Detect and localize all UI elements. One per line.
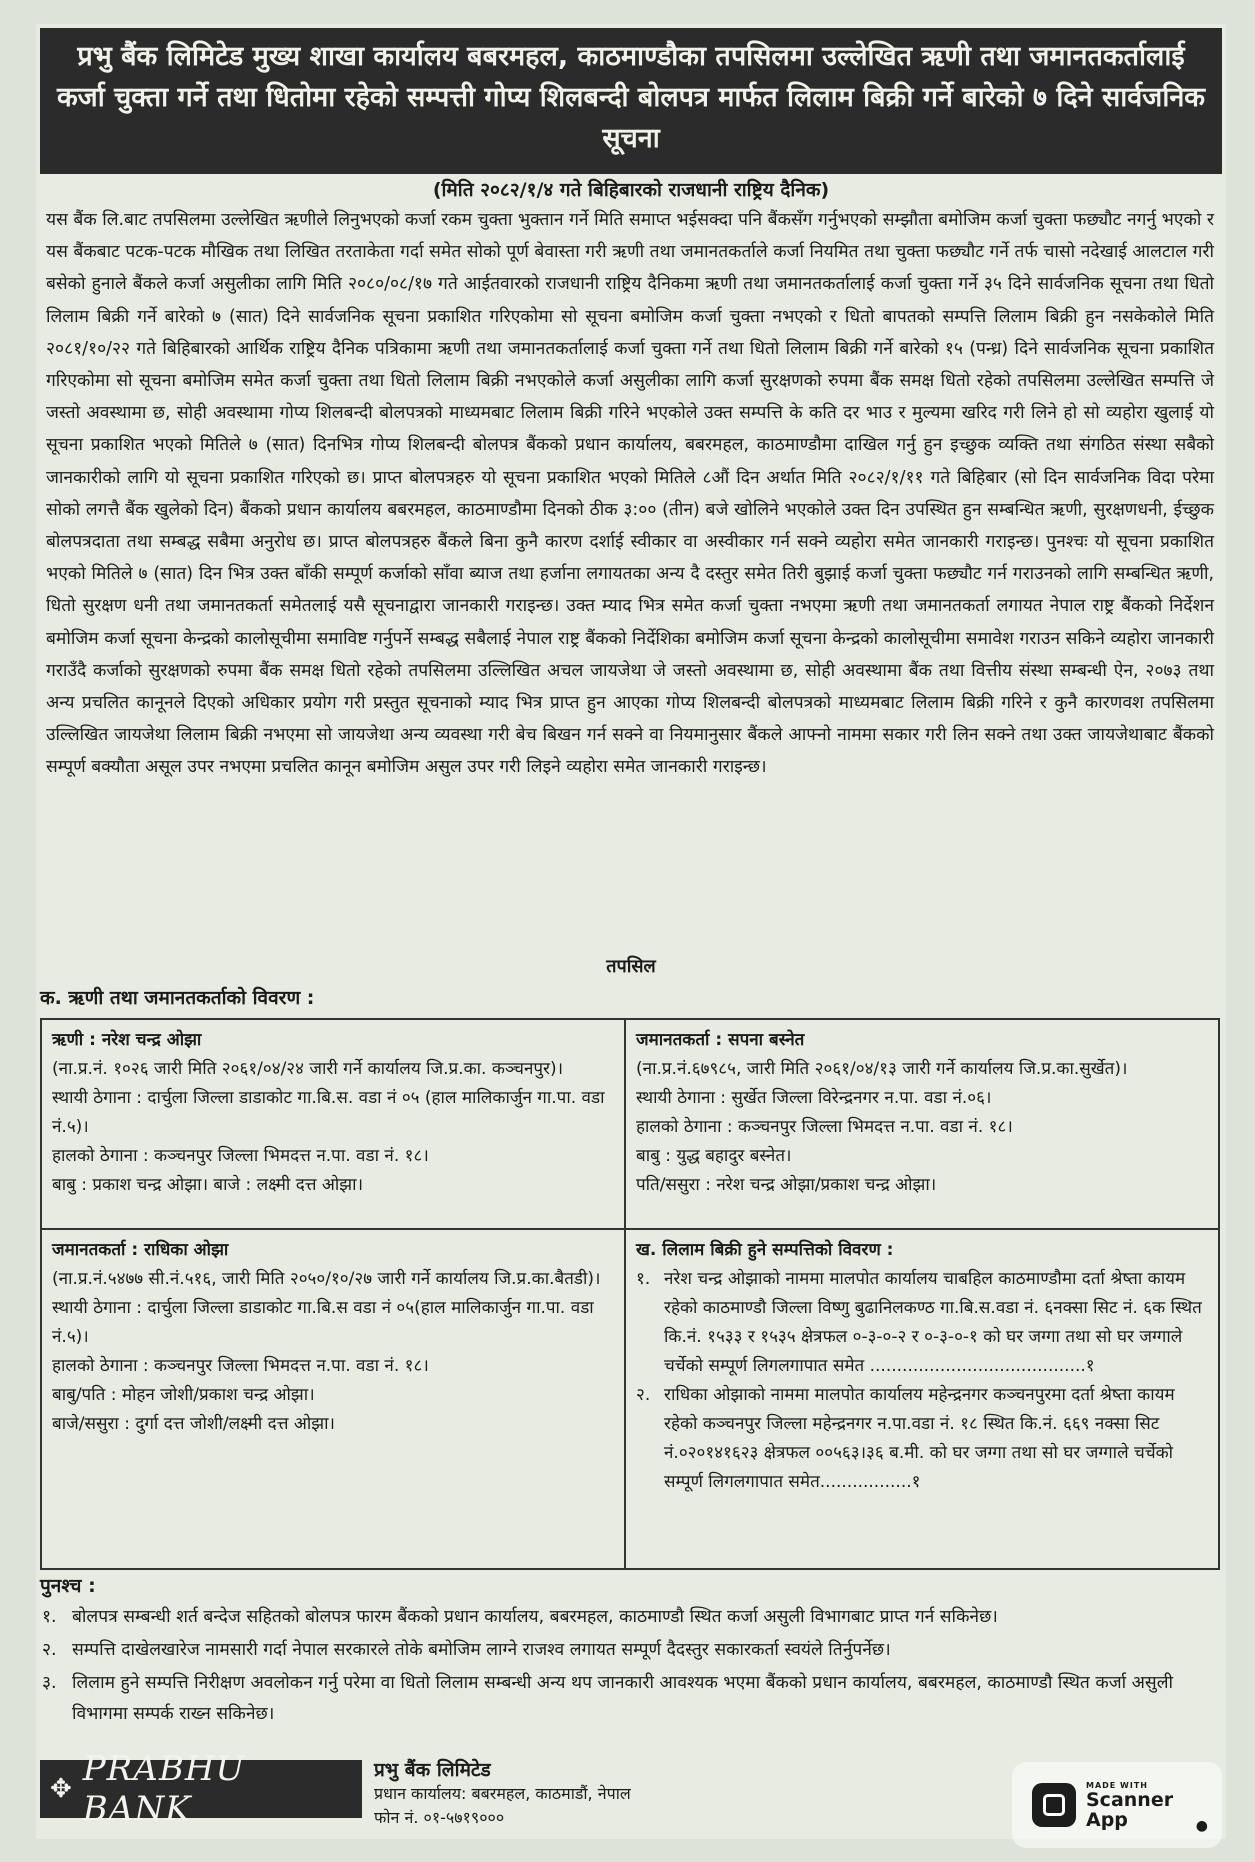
tapsil-heading: तपसिल — [606, 956, 656, 977]
note-text: बोलपत्र सम्बन्धी शर्त बन्देज सहितको बोलपत्र फारम बैंकको प्रधान कार्यालय, बबरमहल, काठमाण्डौ स्थित कर्जा असुली विभागबाट प्राप्त गर्न सकिनेछ। — [72, 1607, 998, 1627]
guarantor2-line: बाजे/ससुरा : दुर्गा दत्त जोशी/लक्ष्मी दत्त ओझा। — [52, 1414, 335, 1434]
borrower-line: बाबु : प्रकाश चन्द्र ओझा। बाजे : लक्ष्मी दत्त ओझा। — [52, 1175, 364, 1195]
borrower-line: (ना.प्र.नं. १०२६ जारी मिति २०६१/०४/२४ जारी गर्ने कार्यालय जि.प्र.का. कञ्चनपुर)। — [52, 1059, 564, 1079]
guarantor2-line: बाबु/पति : मोहन जोशी/प्रकाश चन्द्र ओझा। — [52, 1385, 315, 1405]
note-text: लिलाम हुने सम्पत्ति निरीक्षण अवलोकन गर्नु परेमा वा धितो लिलाम सम्बन्धी अन्य थप जानकारी आवश्यक भएमा बैंकको प्रधान कार्यालय, बबरमहल, काठमाण्डौ स्थित कर्जा असुली विभागमा सम्पर्क राख्न सकिनेछ। — [72, 1673, 1173, 1724]
bank-name: प्रभु बैंक लिमिटेड — [374, 1759, 491, 1781]
property-cell — [626, 1230, 1218, 1568]
notice-title: प्रभु बैंक लिमिटेड मुख्य शाखा कार्यालय बबरमहल, काठमाण्डौका तपसिलमा उल्लेखित ऋणी तथा जमानतकर्तालाई कर्जा चुक्ता गर्ने तथा धितोमा रहेको सम्पत्ती गोप्य शिलबन्दी बोलपत्र मार्फत लिलाम बिक्री गर्ने बारेको ७ दिने सार्वजनिक सूचना — [56, 41, 1206, 154]
note-number: ३. — [42, 1673, 57, 1693]
borrower-cell — [42, 1020, 626, 1230]
property-title: ख. लिलाम बिक्री हुने सम्पत्तिको विवरण : — [636, 1240, 894, 1260]
note-item — [42, 1668, 1218, 1730]
guarantor1-line: पति/ससुरा : नरेश चन्द्र ओझा/प्रकाश चन्द्र ओझा। — [636, 1175, 937, 1195]
property-item — [636, 1381, 1208, 1497]
scanner-app-watermark — [1012, 1762, 1222, 1848]
punashcha-heading: पुनश्च : — [40, 1575, 96, 1597]
guarantor2-line: स्थायी ठेगाना : दार्चुला जिल्ला डाडाकोट गा.बि.स वडा नं ०५(हाल मालिकार्जुन गा.पा. वडा नं.५)। — [52, 1298, 594, 1347]
note-text: सम्पत्ति दाखेलखारेज नामसारी गर्दा नेपाल सरकारले तोके बमोजिम लाग्ने राजश्व लगायत सम्पूर्ण दैदस्तुर सकारकर्ता स्वयंले तिर्नुपर्नेछ। — [72, 1640, 891, 1660]
publication-date-line: (मिति २०८२/१/४ गते बिहिबारको राजधानी राष्ट्रिय दैनिक) — [432, 179, 830, 201]
property-item — [636, 1265, 1208, 1381]
watermark-scanner: Scanner — [1086, 1788, 1174, 1811]
property-item-number: १. — [636, 1269, 651, 1289]
guarantor1-title: जमानतकर्ता : सपना बस्नेत — [636, 1030, 805, 1050]
guarantor1-line: बाबु : युद्ध बहादुर बस्नेत। — [636, 1146, 792, 1166]
watermark-app: App — [1086, 1808, 1128, 1831]
bank-phone: फोन नं. ०१-५७१९००० — [374, 1808, 505, 1827]
borrower-line: स्थायी ठेगाना : दार्चुला जिल्ला डाडाकोट गा.बि.स. वडा नं ०५ (हाल मालिकार्जुन गा.पा. वडा नं.५)। — [52, 1088, 605, 1137]
watermark-made-with: MADE WITH — [1086, 1780, 1148, 1790]
guarantor2-line: (ना.प्र.नं.५४७७ सी.नं.५१६, जारी मिति २०५०/१०/२७ जारी गर्ने कार्यालय जि.प्र.का.बैतडी)। — [52, 1269, 601, 1289]
guarantor2-cell — [42, 1230, 626, 1568]
scanner-app-icon — [1032, 1783, 1076, 1827]
bank-contact-block — [374, 1758, 631, 1830]
borrower-line: हालको ठेगाना : कञ्चनपुर जिल्ला भिमदत्त न.पा. वडा नं. १८। — [52, 1146, 429, 1166]
property-item-text: राधिका ओझाको नाममा मालपोत कार्यालय महेन्द्रनगर कञ्चनपुरमा दर्ता श्रेष्ता कायम रहेको कञ्चनपुर जिल्ला महेन्द्रनगर न.पा.वडा नं. १८ स्थित कि.नं. ६६९ नक्सा सिट नं.०२०१४१६२३ क्षेत्रफल ००५६३।३६ ब.मी. को घर जग्गा तथा सो घर जग्गाले चर्चेको सम्पूर्ण लिगलगापात समेत.................१ — [664, 1385, 1175, 1492]
guarantor2-line: हालको ठेगाना : कञ्चनपुर जिल्ला भिमदत्त न.पा. वडा नं. १८। — [52, 1356, 429, 1376]
guarantor1-cell — [626, 1020, 1218, 1230]
guarantor2-title: जमानतकर्ता : राधिका ओझा — [52, 1240, 229, 1260]
prabhu-bank-logo — [40, 1749, 362, 1829]
note-item — [42, 1635, 1218, 1666]
note-number: १. — [42, 1607, 57, 1627]
notice-page — [36, 24, 1226, 1839]
section-k-heading: क. ऋणी तथा जमानतकर्ताको विवरण : — [40, 987, 315, 1009]
note-number: २. — [42, 1640, 57, 1660]
notice-header — [40, 28, 1222, 174]
note-item — [42, 1602, 1218, 1633]
borrower-title: ऋणी : नरेश चन्द्र ओझा — [52, 1030, 202, 1050]
notice-body-paragraph: यस बैंक लि.बाट तपसिलमा उल्लेखित ऋणीले लिनुभएको कर्जा रकम चुक्ता भुक्तान गर्ने मिति समाप्त भईसक्दा पनि बैंकसँग गर्नुभएको सम्झौता बमोजिम कर्जा चुक्ता फछ्यौट नगर्नु भएको र यस बैंकबाट पटक-पटक मौखिक तथा लिखित तरताकेता गर्दा समेत सोको पूर्ण बेवास्ता गरी ऋणी तथा जमानतकर्ताले कर्जा नियमित तथा चुक्ता फछ्यौट गर्ने तर्फ चासो नदेखाई आलटाल गरी बसेको हुनाले बैंकले कर्जा असुलीका लागि मिति २०८०/०८/१७ गते आईतवारको राजधानी राष्ट्रिय दैनिकमा ऋणी तथा जमानतकर्तालाई कर्जा चुक्ता गर्ने ३५ दिने सार्वजनिक सूचना तथा धितो लिलाम बिक्री गर्ने बारेको ७ (सात) दिने सार्वजनिक सूचना प्रकाशित गरिएकोमा सो सूचना बमोजिम कर्जा चुक्ता नभएको र धितो बापतको सम्पत्ति लिलाम बिक्री हुन नसकेकोले मिति २०८१/१०/२२ गते बिहिबारको आर्थिक राष्ट्रिय दैनिक पत्रिकामा ऋणी तथा जमानतकर्तालाई कर्जा चुक्ता गर्ने तथा धितो लिलाम बिक्री गर्ने बारेको १५ (पन्ध्र) दिने सार्वजनिक सूचना प्रकाशित गरिएकोमा सो सूचना बमोजिम समेत कर्जा चुक्ता तथा धितो लिलाम बिक्री नभएकोले कर्जा असुलीका लागि कर्जा सुरक्षणको रुपमा बैंक समक्ष धितो रहेको तपसिलमा उल्लेखित सम्पत्ति जे जस्तो अवस्थामा छ, सोही अवस्थामा गोप्य शिलबन्दी बोलपत्रको माध्यमबाट लिलाम बिक्री गरिने भएकोले उक्त सम्पत्ति के कति दर भाउ र मुल्यमा खरिद गरी लिने हो सो व्यहोरा खुलाई यो सूचना प्रकाशित भएको मितिले ७ (सात) दिनभित्र गोप्य शिलबन्दी बोलपत्र बैंकको प्रधान कार्यालय, बबरमहल, काठमाण्डौमा दाखिल गर्नु हुन इच्छुक व्यक्ति तथा संगठित संस्था सबैको जानकारीको लागि यो सूचना प्रकाशित गरिएको छ। प्राप्त बोलपत्रहरु यो सूचना प्रकाशित भएको मितिले ८औं दिन अर्थात मिति २०८२/१/११ गते बिहिबार (सो दिन सार्वजनिक विदा परेमा सोको लगत्तै बैंक खुलेको दिन) बैंकको प्रधान कार्यालय बबरमहल, काठमाण्डौमा दिनको ठीक ३:०० (तीन) बजे खोलिने भएकोले उक्त दिन उपस्थित हुन सम्बन्धित ऋणी, सुरक्षणधनी, ईच्छुक बोलपत्रदाता तथा सम्बद्ध सबैमा अनुरोध छ। प्राप्त बोलपत्रहरु बैंकले बिना कुनै कारण दर्शाई स्वीकार वा अस्वीकार गर्न सक्ने व्यहोरा समेत जानकारी गराइन्छ। पुनश्चः यो सूचना प्रकाशित भएको मितिले ७ (सात) दिन भित्र उक्त बाँकी सम्पूर्ण कर्जाको साँवा ब्याज तथा हर्जाना लगायतका अन्य दै दस्तुर समेत तिरी बुझाई कर्जा चुक्ता फछ्यौट गर्न गराउनको लागि सम्बन्धित ऋणी, धितो सुरक्षण धनी तथा जमानतकर्ता समेतलाई यसै सूचनाद्वारा जानकारी गराइन्छ। उक्त म्याद भित्र समेत कर्जा चुक्ता नभएमा ऋणी तथा जमानतकर्ता लगायत नेपाल राष्ट्र बैंकको निर्देशन बमोजिम कर्जा सूचना केन्द्रको कालोसूचीमा समाविष्ट गर्नुपर्ने सम्बद्ध सबैलाई नेपाल राष्ट्र बैंकको निर्देशिका बमोजिम कर्जा सूचना केन्द्रको कालोसूचीमा समावेश गराउन सकिने व्यहोरा जानकारी गराउँदै कर्जाको सुरक्षणको रुपमा बैंक समक्ष धितो रहेको तपसिलमा उल्लिखित अचल जायजेथा जे जस्तो अवस्थामा छ, सोही अवस्थामा बैंक तथा वित्तीय संस्था सम्बन्धी ऐन, २०७३ तथा अन्य प्रचलित कानूनले दिएको अधिकार प्रयोग गरी प्रस्तुत सूचनाको म्याद भित्र प्राप्त हुन आएका गोप्य शिलबन्दी बोलपत्रको माध्यमबाट लिलाम बिक्री गरिने र कुनै कारणवश तपसिलमा उल्लिखित जायजेथा लिलाम बिक्री नभएमा सो जायजेथा अन्य व्यवस्था गरी बेच बिखन गर्न सक्ने वा नियमानुसार बैंकले आफ्नो नाममा सकार गरी लिन सक्ने तथा उक्त जायजेथाबाट बैंकको सम्पूर्ण बक्यौता असूल उपर नभएमा प्रचलित कानून बमोजिम असुल उपर गरी लिइने व्यहोरा समेत जानकारी गराइन्छ। — [46, 210, 1214, 778]
guarantor1-line: हालको ठेगाना : कञ्चनपुर जिल्ला भिमदत्त न.पा. वडा नं. १८। — [636, 1117, 1013, 1137]
guarantor1-line: (ना.प्र.नं.६७९८५, जारी मिति २०६१/०४/१३ जारी गर्ने कार्यालय जि.प्र.का.सुर्खेत)। — [636, 1059, 1128, 1079]
punashcha-notes — [42, 1602, 1218, 1732]
property-item-number: २. — [636, 1385, 651, 1405]
property-item-text: नरेश चन्द्र ओझाको नाममा मालपोत कार्यालय चाबहिल काठमाण्डौमा दर्ता श्रेष्ता कायम रहेको काठमाण्डौ जिल्ला विष्णु बुढानिलकण्ठ गा.बि.स.वडा नं. ६नक्सा सिट नं. ६क स्थित कि.नं. १५३३ र १५३५ क्षेत्रफल ०-३-०-२ र ०-३-०-१ को घर जग्गा तथा सो घर जग्गाले चर्चेको सम्पूर्ण लिगलगापात समेत ........................................१ — [664, 1269, 1202, 1376]
logo-text: PRABHU BANK — [82, 1749, 246, 1829]
details-table — [40, 1018, 1220, 1570]
apple-icon: ● — [1195, 1818, 1208, 1834]
guarantor1-line: स्थायी ठेगाना : सुर्खेत जिल्ला विरेन्द्रनगर न.पा. वडा नं.०६। — [636, 1088, 992, 1108]
bank-logo-icon: ✥ — [50, 1774, 73, 1804]
bank-office: प्रधान कार्यालय: बबरमहल, काठमाडौं, नेपाल — [374, 1784, 631, 1803]
